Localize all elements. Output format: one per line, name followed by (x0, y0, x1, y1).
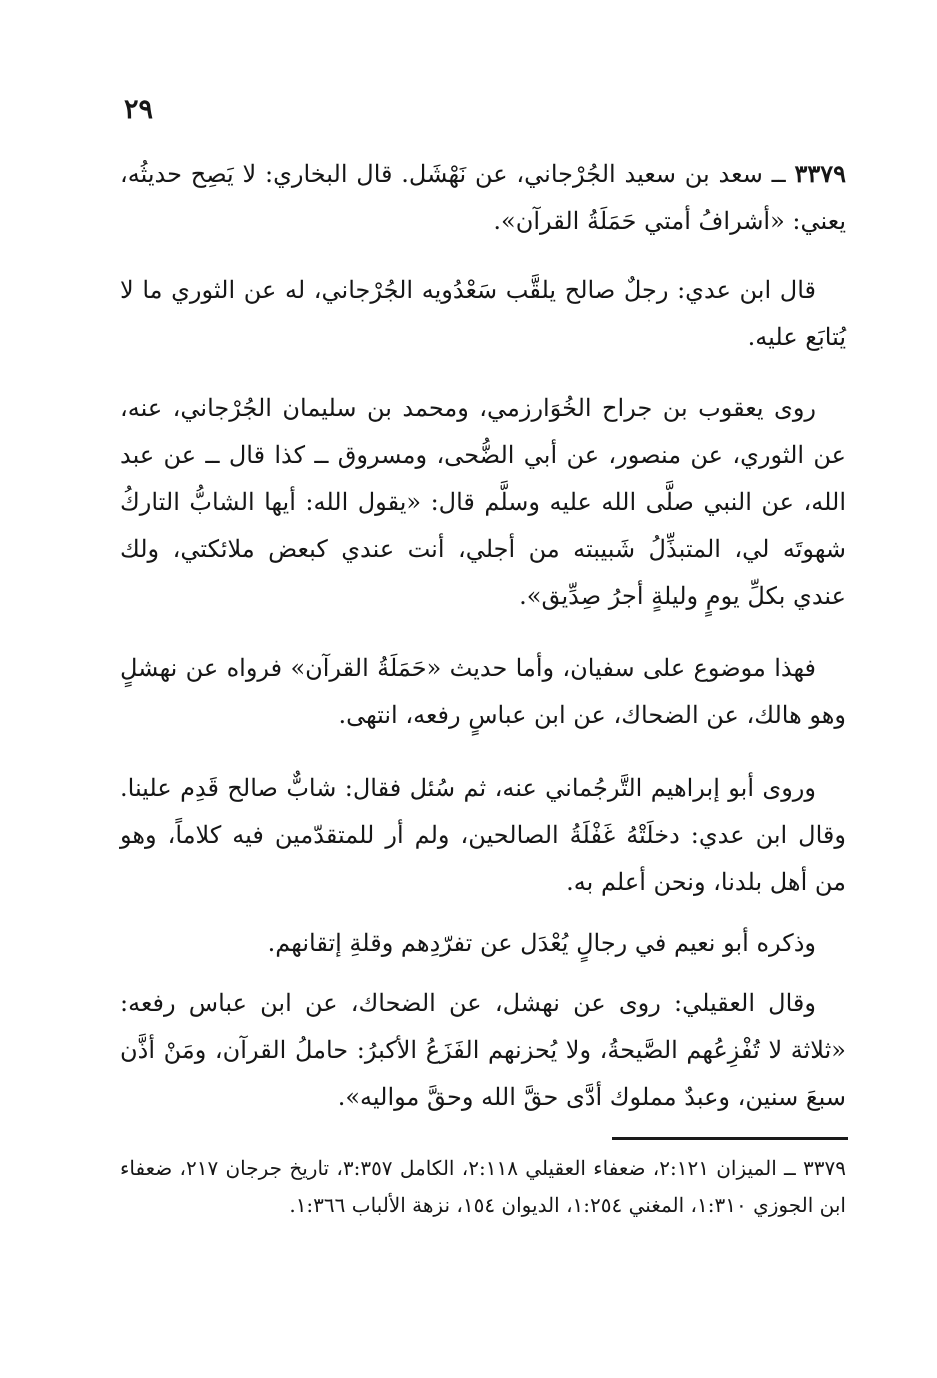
paragraph-fabrication-note: فهذا موضوع على سفيان، وأما حديث «حَمَلَةُ القرآن» فرواه عن نهشلٍ وهو هالك، عن الضحاك، عن ابن عباسٍ رفعه، انتهى. (120, 654, 846, 729)
paragraph-ibn-adi: قال ابن عدي: رجلٌ صالح يلقَّب سَعْدُويه الجُرْجاني، له عن الثوري ما لا يُتابَع عليه. (120, 276, 846, 351)
footnote: ٣٣٧٩ ــ الميزان ٢:١٢١، ضعفاء العقيلي ٢:١١٨، الكامل ٣:٣٥٧، تاريخ جرجان ٢١٧، ضعفاء ابن الجوزي ١:٣١٠، المغني ١:٢٥٤، الديوان ١٥٤، نزهة الألباب ١:٣٦٦. (120, 1156, 846, 1217)
entry-text: ــ سعد بن سعيد الجُرْجاني، عن نَهْشَل. قال البخاري: لا يَصِح حديثُه، يعني: «أشرافُ أمتي حَمَلَةُ القرآن». (120, 160, 846, 235)
entry-paragraph (120, 150, 846, 245)
entry-number: ٣٣٧٩ (794, 159, 846, 188)
paragraph-uqayli: وقال العقيلي: روى عن نهشل، عن الضحاك، عن ابن عباس رفعه: «ثلاثة لا تُفْزِعُهم الصَّيحةُ، ولا يُحزنهم الفَزَعُ الأكبرُ: حاملُ القرآن، ومَنْ أذَّن سبعَ سنين، وعبدٌ مملوك أدَّى حقَّ الله وحقَّ مواليه». (120, 989, 846, 1111)
paragraph-tarjumani: وروى أبو إبراهيم التَّرجُماني عنه، ثم سُئل فقال: شابٌّ صالح قَدِم علينا. وقال ابن عدي: دخلَتْهُ غَفْلَةُ الصالحين، ولم أر للمتقدّمين فيه كلاماً، وهو من أهل بلدنا، ونحن أعلم به. (120, 774, 846, 896)
paragraph-abu-nuaym: وذكره أبو نعيم في رجالٍ يُعْدَل عن تفرّدِهم وقلةِ إتقانهم. (267, 929, 816, 957)
page-number: ٢٩ (124, 94, 154, 125)
footnote-divider (612, 1137, 848, 1140)
paragraph-hadith-narration: روى يعقوب بن جراح الخُوَارزمي، ومحمد بن سليمان الجُرْجاني، عنه، عن الثوري، عن منصور، عن أبي الضُّحى، ومسروق ــ كذا قال ــ عن عبد الله، عن النبي صلَّى الله عليه وسلَّم قال: «يقول الله: أيها الشابُّ التاركُ شهوتَه لي، المتبذِّلُ شَبيبته من أجلي، أنت عندي كبعض ملائكتي، ولك عندي بكلِّ يومٍ وليلةٍ أجرُ صِدِّيق». (120, 394, 846, 610)
